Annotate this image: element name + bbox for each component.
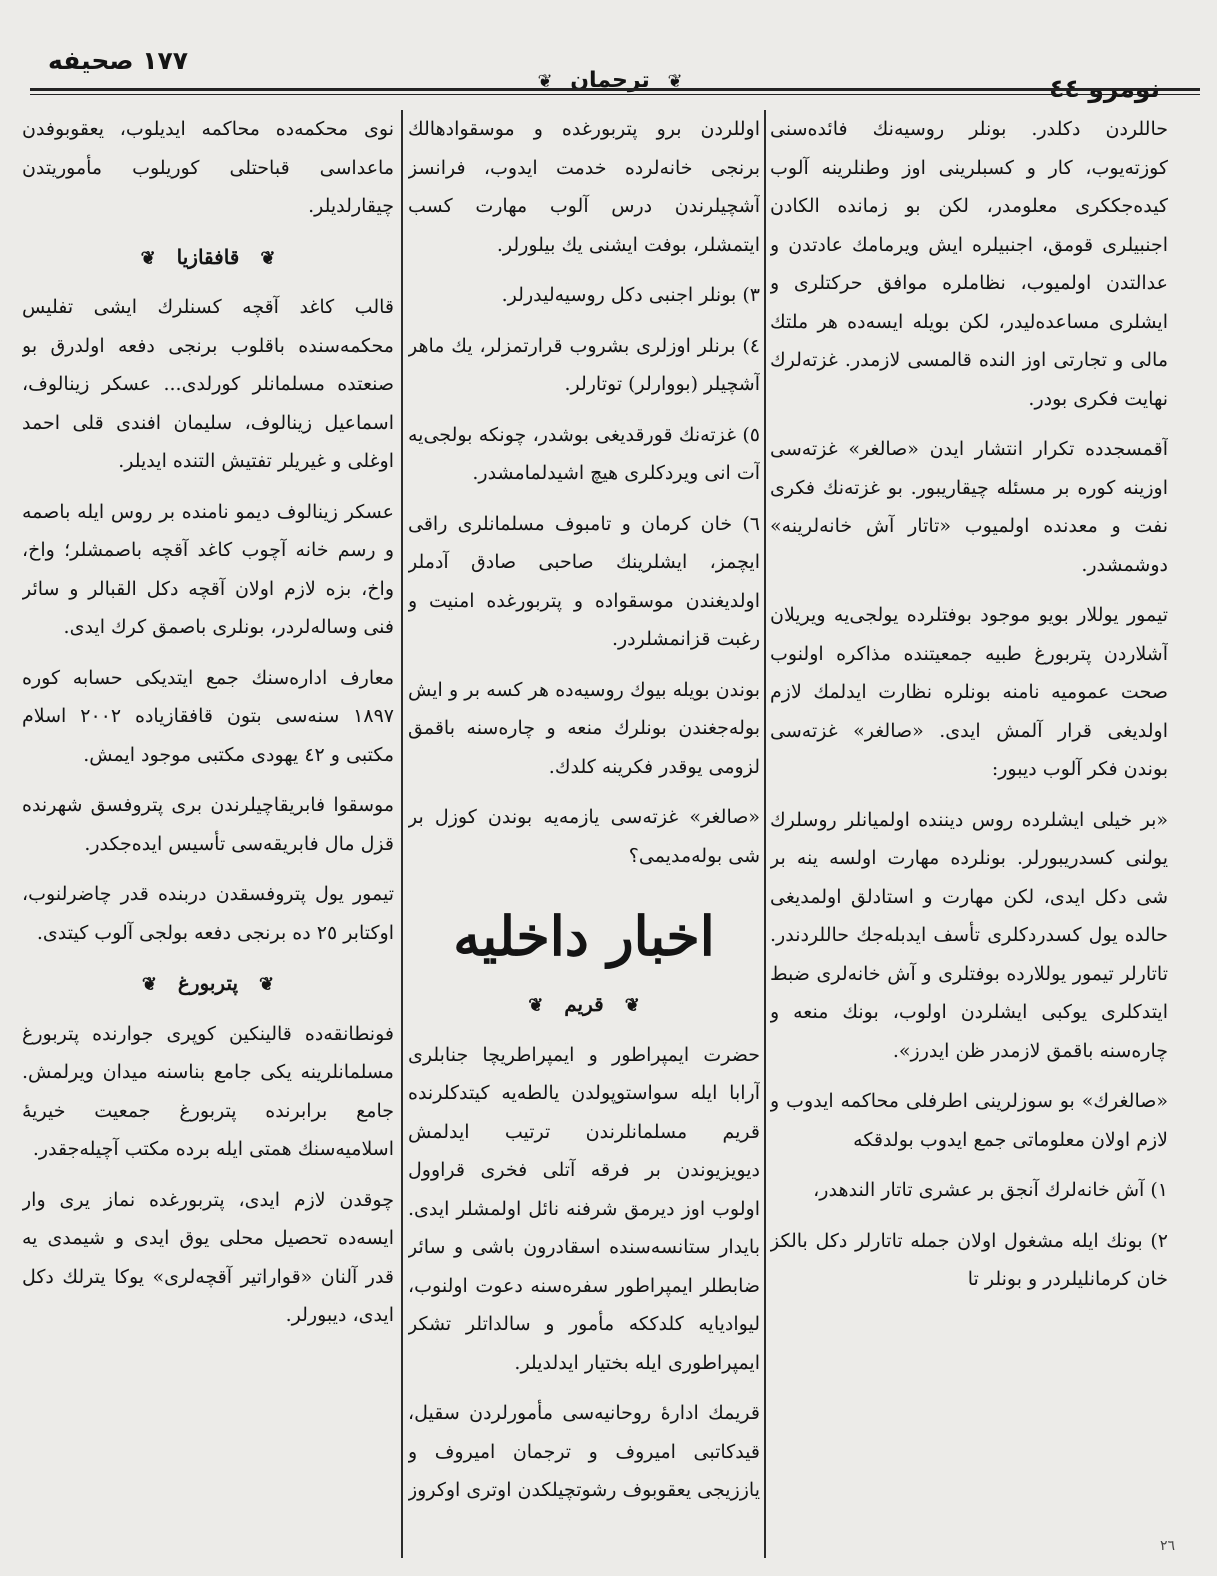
section-heading (408, 985, 760, 1026)
ornament-icon: ❦ (667, 71, 683, 92)
paragraph: معارف اداره‌سنك جمع ايتديكى حسابه كوره ١٨٩٧ سنه‌سى بتون قافقازياده ٢٠٠٢ اسلام مكتبى و ٤٢ يهودى مكتبى موجود ايمش. (22, 666, 394, 766)
paragraph: ٤) برنلر اوزلرى بشروب قرارتمزلر، يك ماهر آشچيلر (بووارلر) توتارلر. (408, 334, 760, 395)
paragraph: آقمسجدده تكرار انتشار ايدن «صالغر» غزته‌سى اوزينه كوره بر مسئله چيقاريبور. بو غزته‌نك فكرى نفت و معدنده اولميوب «تاتار آش خانه‌لرينه» دوشمشدر. (770, 438, 1168, 576)
paragraph: «بر خيلى ايشلرده روس ديننده اولميانلر روسلرك يولنى كسدريبورلر. بونلرده مهارت اولسه ينه بر شى دكل ايدى، لكن مهارت و استادلق اولمديغى حالده يول كسدردكلرى تأسف ايدبله‌جك حاللردندر. تاتارلر تيمور يوللارده بوفتلرى و آش خانه‌لرى ضبط ايتدكلرى يوكبى ايشلردن اولوب، بونك منعه و چاره‌سنه باقمق لازمدر ظن ايدرز». (770, 808, 1168, 1062)
paragraph: اوللردن برو پتربورغده و موسقوادهالك برنجى خانه‌لرده خدمت ايدوب، فرانسز آشچيلرندن درس آلوب مهارت كسب ايتمشلر، بوفت ايشنى يك بيلورلر. (408, 118, 760, 256)
footnote-mark: ٢٦ (1160, 1538, 1176, 1554)
paragraph: عسكر زينالوف ديمو نامنده بر روس ايله باصمه و رسم خانه آچوب كاغد آقچه باصمشلر؛ واخ، واخ، بزه لازم اولان آقچه دكل القبالر و سائر فنى وساله‌لردر، بونلرى باصمق كرك ايدى. (22, 500, 394, 638)
ornament-icon: ❦ (537, 71, 553, 92)
page-number-label: ١٧٧ صحيفه (48, 46, 189, 75)
ornament-icon: ❦ (141, 974, 157, 995)
header-rule (30, 88, 1200, 95)
column-divider (764, 110, 766, 1558)
ornament-icon: ❦ (528, 995, 544, 1016)
section-heading (22, 238, 394, 279)
paragraph: حضرت ايمپراطور و ايمپراطريچا جنابلرى آرابا ايله سواستوپولدن يالطه‌يه كيتدكلرنده قريم مسلمانلرندن ترتيب ايدلمش ديويزيوندن بر فرقه آتلى فخرى قراوول اولوب اوز ديرمق شرفنه نائل اولمشلر ايدى. بايدار ستانسه‌سنده اسقادرون باشى و سائر ضابطلر ايمپراطور سفره‌سنه دعوت اولنوب، ليواديايه كلدككه مأمور و سالداتلر تشكر ايمپراطورى ايله بختيار ايدلديلر. (408, 1043, 760, 1374)
section-heading-label: پتربورغ (177, 971, 239, 995)
paragraph: ٦) خان كرمان و تامبوف مسلمانلرى راقى ايچمز، ايشلرينك صاحبى صادق آدملر اولديغندن موسقواده و پتربورغده امنيت و رغبت قزانمشلردر. (408, 512, 760, 650)
paragraph: بوندن بويله بيوك روسيه‌ده هر كسه بر و ايش بوله‌جغندن بونلرك منعه و چاره‌سنه باقمق لزومى يوقدر فكرينه كلدك. (408, 678, 760, 778)
column-middle (408, 110, 760, 1560)
paragraph: موسقوا فابريقاچيلرندن برى پتروفسق شهرنده قزل مال فابريقه‌سى تأسيس ايده‌جكدر. (22, 794, 394, 855)
paragraph: حاللردن دكلدر. بونلر روسيه‌نك فائده‌سنى كوزته‌يوب، كار و كسبلرينى اوز وطنلرينه آلوب كيده‌جككرى معلومدر، لكن بو زمانده الكادن اجنبيلرى قومق، اجنبيلره ايش ويرمامك عادتدن و عدالتدن اولميوب، نظاملره موافق حركتلرى و ايشلرى مساعده‌ليدر، لكن بويله ايسه‌ده هر ملتك مالى و تجارتى اوز النده قالمسى لازمدر. غزته‌لرك نهايت فكرى بودر. (770, 118, 1168, 410)
paragraph: ٥) غزته‌نك قورقديغى بوشدر، چونكه بولجى‌يه آت انى ويردكلرى هيچ اشيدلمامشدر. (408, 423, 760, 484)
paragraph: تيمور يوللار بويو موجود بوفتلرده يولجى‌يه ويريلان آشلاردن پتربورغ طبيه جمعيتنده مذاكره اولنوب صحت عموميه نامنه بونلره نظارت ايدلمك لازم اولديغى قرار آلمش ايدى. «صالغر» غزته‌سى بوندن فكر آلوب ديبور: (770, 604, 1168, 780)
ornament-icon: ❦ (624, 995, 640, 1016)
column-right (770, 110, 1168, 1560)
paragraph: فونطانقه‌ده قالينكين كوپرى جوارنده پتربورغ مسلمانلرينه يكى جامع بناسنه ميدان ويرلمش. جامع برابرنده پتربورغ جمعيت خيريۀ اسلاميه‌سنك همتى ايله برده مكتب آچيله‌جقدر. (22, 1022, 394, 1160)
section-heading (22, 964, 394, 1005)
paragraph: نوى محكمه‌ده محاكمه ايديلوب، يعقوبوفدن ماعداسى قباحتلى كوريلوب مأموريتدن چيقارلديلر. (22, 118, 394, 217)
ornament-icon: ❦ (260, 247, 276, 269)
paragraph: ٢) بونك ايله مشغول اولان جمله تاتارلر دكل بالكز خان كرمانليلردر و بونلر تا (770, 1229, 1168, 1290)
newspaper-name: ترجمان (570, 68, 650, 93)
section-heading-label: قافقازيا (176, 244, 240, 269)
paragraph: قالب كاغد آقچه كسنلرك ايشى تفليس محكمه‌سنده باقلوب برنجى دفعه اولدرق بو صنعتده مسلمانلر كورلدى... عسكر زينالوف، اسماعيل زينالوف، سليمان افندى قلى احمد اوغلى و غيريلر تفتيش التنده ايديلر. (22, 296, 394, 472)
issue-number-label: نومرو ٤٤ (1049, 74, 1160, 103)
paragraph: «صالغر» غزته‌سى يازمه‌يه بوندن كوزل بر شى بوله‌مديمى؟ (408, 806, 760, 867)
column-divider (401, 110, 403, 1558)
ornament-icon: ❦ (259, 974, 275, 995)
section-heading-label: قريم (564, 992, 604, 1016)
paragraph: ٣) بونلر اجنبى دكل روسيه‌ليدرلر. (501, 284, 760, 306)
section-title: اخبار داخليه (453, 904, 715, 968)
paragraph: «صالغرك» بو سوزلرينى اطرفلى محاكمه ايدوب و لازم اولان معلوماتى جمع ايدوب بولدقكه (770, 1090, 1168, 1151)
page-header (20, 40, 1200, 102)
column-left (22, 110, 394, 1560)
paragraph: تيمور يول پتروفسقدن دربنده قدر چاضرلنوب، اوكتابر ٢٥ ده برنجى دفعه بولجى آلوب كيتدى. (22, 883, 394, 944)
paragraph: قريمك ادارۀ روحانيه‌سى مأمورلردن سقيل، قيدكاتبى اميروف و ترجمان اميروف و ياززيجى يعقوبوف رشوتچيلكدن اوترى اوكروز (408, 1402, 760, 1501)
paragraph: ١) آش خانه‌لرك آنجق بر عشرى تاتار الندهدر، (813, 1179, 1168, 1201)
ornament-icon: ❦ (140, 247, 156, 269)
paragraph: چوقدن لازم ايدى، پتربورغده نماز يرى وار ايسه‌ده تحصيل محلى يوق ايدى و شيمدى يه قدر آلنان «قواراتير آقچه‌لرى» يوكا يترلك دكل ايدى، ديبورلر. (22, 1188, 394, 1326)
